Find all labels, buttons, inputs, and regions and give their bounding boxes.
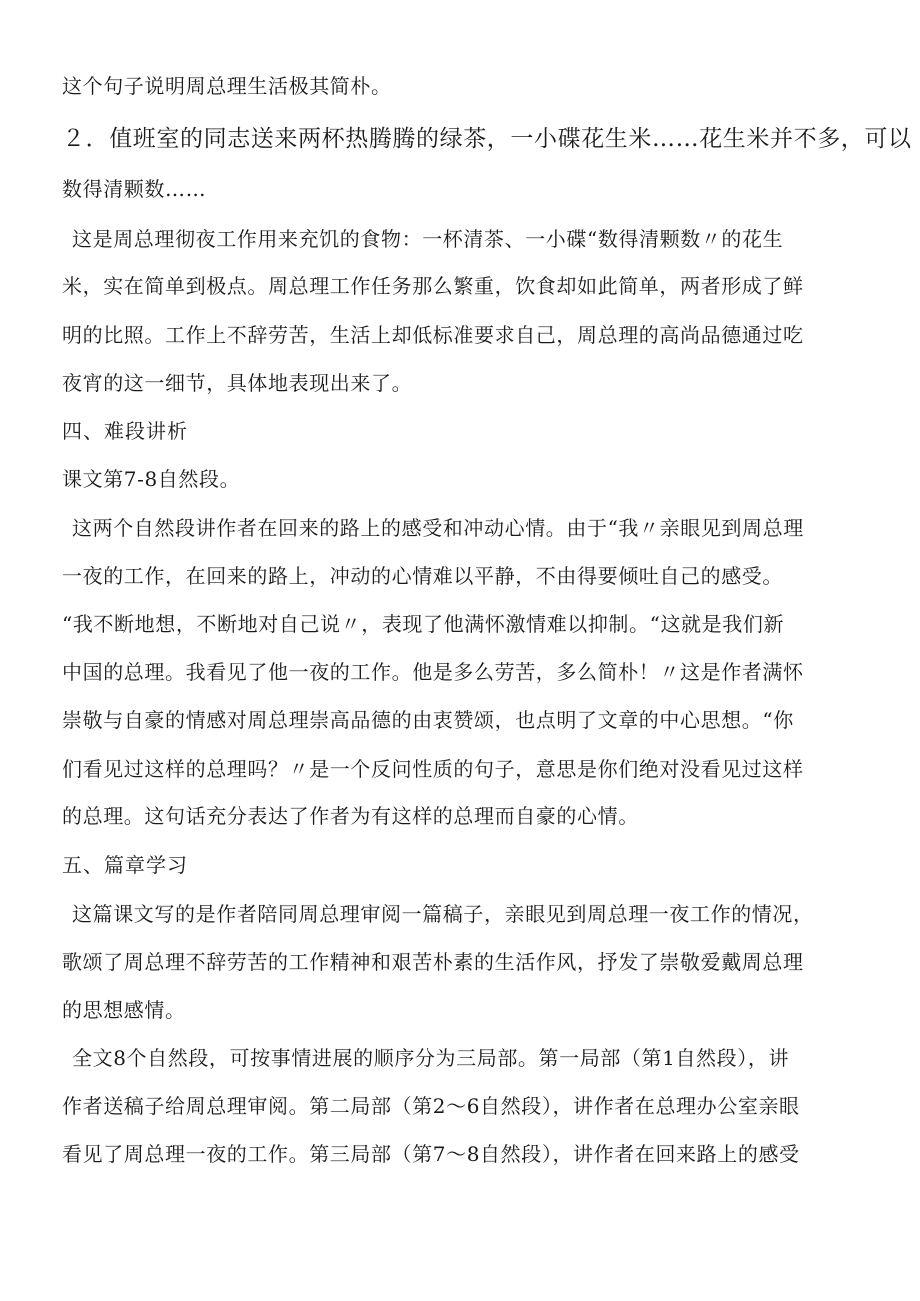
paragraph-line: 这个句子说明周总理生活极其简朴。 [62, 74, 392, 98]
paragraph-line: “我不断地想，不断地对自己说〃，表现了他满怀激情难以抑制。“这就是我们新 [62, 612, 785, 636]
paragraph-line: 夜宵的这一细节，具体地表现出来了。 [62, 371, 413, 395]
paragraph-line: 课文第7-8自然段。 [62, 467, 241, 491]
paragraph-line: 这是周总理彻夜工作用来充饥的食物：一杯清茶、一小碟“数得清颗数〃的花生 [72, 227, 784, 251]
paragraph-line: 这篇课文写的是作者陪同周总理审阅一篇稿子，亲眼见到周总理一夜工作的情况， [72, 902, 814, 926]
paragraph-line: 一夜的工作，在回来的路上，冲动的心情难以平静，不由得要倾吐自己的感受。 [62, 564, 783, 588]
paragraph-line: 米，实在简单到极点。周总理工作任务那么繁重，饮食却如此简单，两者形成了鲜 [62, 274, 804, 298]
paragraph-line: 的思想感情。 [62, 998, 186, 1022]
paragraph-line: 的总理。这句话充分表达了作者为有这样的总理而自豪的心情。 [62, 804, 639, 828]
paragraph-line: 崇敬与自豪的情感对周总理崇高品德的由衷赞颂，也点明了文章的中心思想。“你 [62, 708, 794, 732]
paragraph-line: 全文8个自然段，可按事情进展的顺序分为三局部。第一局部（第1自然段），讲 [72, 1046, 790, 1070]
paragraph-line: 歌颂了周总理不辞劳苦的工作精神和艰苦朴素的生活作风，抒发了崇敬爱戴周总理 [62, 950, 804, 974]
section-heading: 五、篇章学习 [62, 853, 188, 877]
paragraph-line: 看见了周总理一夜的工作。第三局部（第7～8自然段），讲作者在回来路上的感受 [62, 1142, 800, 1166]
paragraph-line: 数得清颗数…… [62, 177, 207, 201]
paragraph-line: 这两个自然段讲作者在回来的路上的感受和冲动心情。由于“我〃亲眼见到周总理 [72, 516, 804, 540]
section-heading: 四、难段讲析 [62, 419, 188, 443]
paragraph-line: ２．值班室的同志送来两杯热腾腾的绿茶，一小碟花生米……花生米并不多，可以 [62, 126, 912, 152]
paragraph-line: 们看见过这样的总理吗？〃是一个反问性质的句子，意思是你们绝对没看见过这样 [62, 757, 804, 781]
paragraph-line: 明的比照。工作上不辞劳苦，生活上却低标准要求自己，周总理的高尚品德通过吃 [62, 323, 804, 347]
paragraph-line: 中国的总理。我看见了他一夜的工作。他是多么劳苦，多么简朴！〃这是作者满怀 [62, 660, 804, 684]
paragraph-line: 作者送稿子给周总理审阅。第二局部（第2～6自然段），讲作者在总理办公室亲眼 [62, 1094, 800, 1118]
